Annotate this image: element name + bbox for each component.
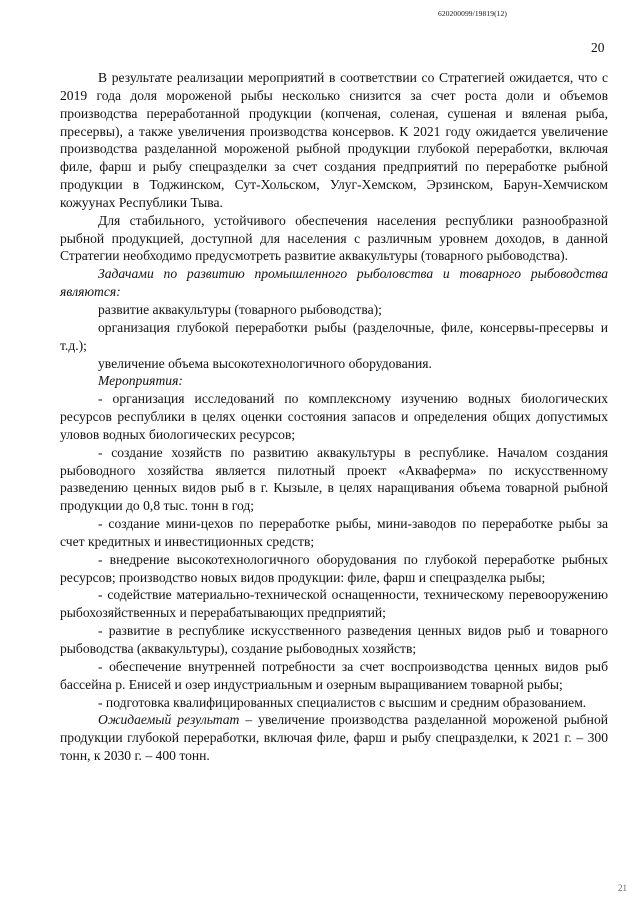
expected-result-label: Ожидаемый результат [98, 712, 240, 728]
corner-mark: 21 [618, 883, 627, 893]
expected-result-text: – увеличение производства разделанной мороженой рыбной продукции глубокой переработки, включая филе, фарш и рыбу спецразделки, к 2021 г. – 300 тонн, к 2030 г. – 400 тонн. [60, 712, 609, 764]
measure-item: - содействие материально-технической оснащенности, техническому перевооружению рыбохозяйственных и перерабатывающих предприятий; [60, 587, 608, 621]
task-item: организация глубокой переработки рыбы (разделочные, филе, консервы-пресервы и т.д.); [60, 319, 608, 353]
measure-item: - развитие в республике искусственного разведения ценных видов рыб и товарного рыбоводства (аквакультуры), создание рыбоводных хозяйств; [60, 623, 608, 656]
measure-item: - подготовка квалифицированных специалистов с высшим и средним образованием. [98, 694, 587, 710]
measures-heading: Мероприятия: [98, 373, 183, 389]
document-body [60, 69, 608, 765]
task-item: развитие аквакультуры (товарного рыбоводства); [98, 301, 382, 317]
measure-item: - создание мини-цехов по переработке рыбы, мини-заводов по переработке рыбы за счет кредитных и инвестиционных средств; [60, 516, 608, 549]
document-code: 620200099/19819(12) [438, 9, 507, 18]
measure-item: - создание хозяйств по развитию аквакультуры в республике. Началом создания рыбоводного хозяйства является пилотный проект «Акваферма» по искусственному разведению ценных видов рыб в г. Кызыле, в целях наращивания объема товарной рыбной продукции до 0,8 тыс. тонн в год; [60, 444, 608, 514]
measure-item: - обеспечение внутренней потребности за счет воспроизводства ценных видов рыб бассейна р. Енисей и озер индустриальным и озерным выращиванием товарной рыбы; [60, 658, 608, 692]
measure-item: - организация исследований по комплексному изучению водных биологических ресурсов республики в целях оценки состояния запасов и определения общих допустимых уловов водных биологических ресурсов; [60, 391, 608, 442]
page-number: 20 [591, 40, 605, 55]
paragraph-result: В результате реализации мероприятий в соответствии со Стратегией ожидается, что с 2019 года доля мороженой рыбы несколько снизится за счет роста доли и объемов производства переработанной продукции (копченая, соленая, сушеная и вяленая рыба, пресервы), а также увеличения производства консервов. К 2021 году ожидается увеличение производства разделанной мороженой рыбной продукции глубокой переработки, включая филе, фарш и рыбу спецразделки за счет создания предприятий по переработке рыбной продукции в Тоджинском, Сут-Хольском, Улуг-Хемском, Эрзинском, Барун-Хемчиском кожуунах Республики Тыва. [60, 70, 608, 210]
paragraph-aquaculture: Для стабильного, устойчивого обеспечения населения республики разнообразной рыбной продукцией, доступной для населения с различным уровнем доходов, в данной Стратегии необходимо предусмотреть развитие аквакультуры (товарного рыбоводства). [60, 212, 608, 264]
tasks-heading: Задачами по развитию промышленного рыболовства и товарного рыбоводства являются: [60, 266, 608, 300]
task-item: увеличение объема высокотехнологичного оборудования. [98, 355, 432, 371]
expected-result-paragraph [60, 711, 608, 765]
measure-item: - внедрение высокотехнологичного оборудования по глубокой переработке рыбных ресурсов; производство новых видов продукции: филе, фарш и спецразделка рыбы; [60, 551, 608, 585]
